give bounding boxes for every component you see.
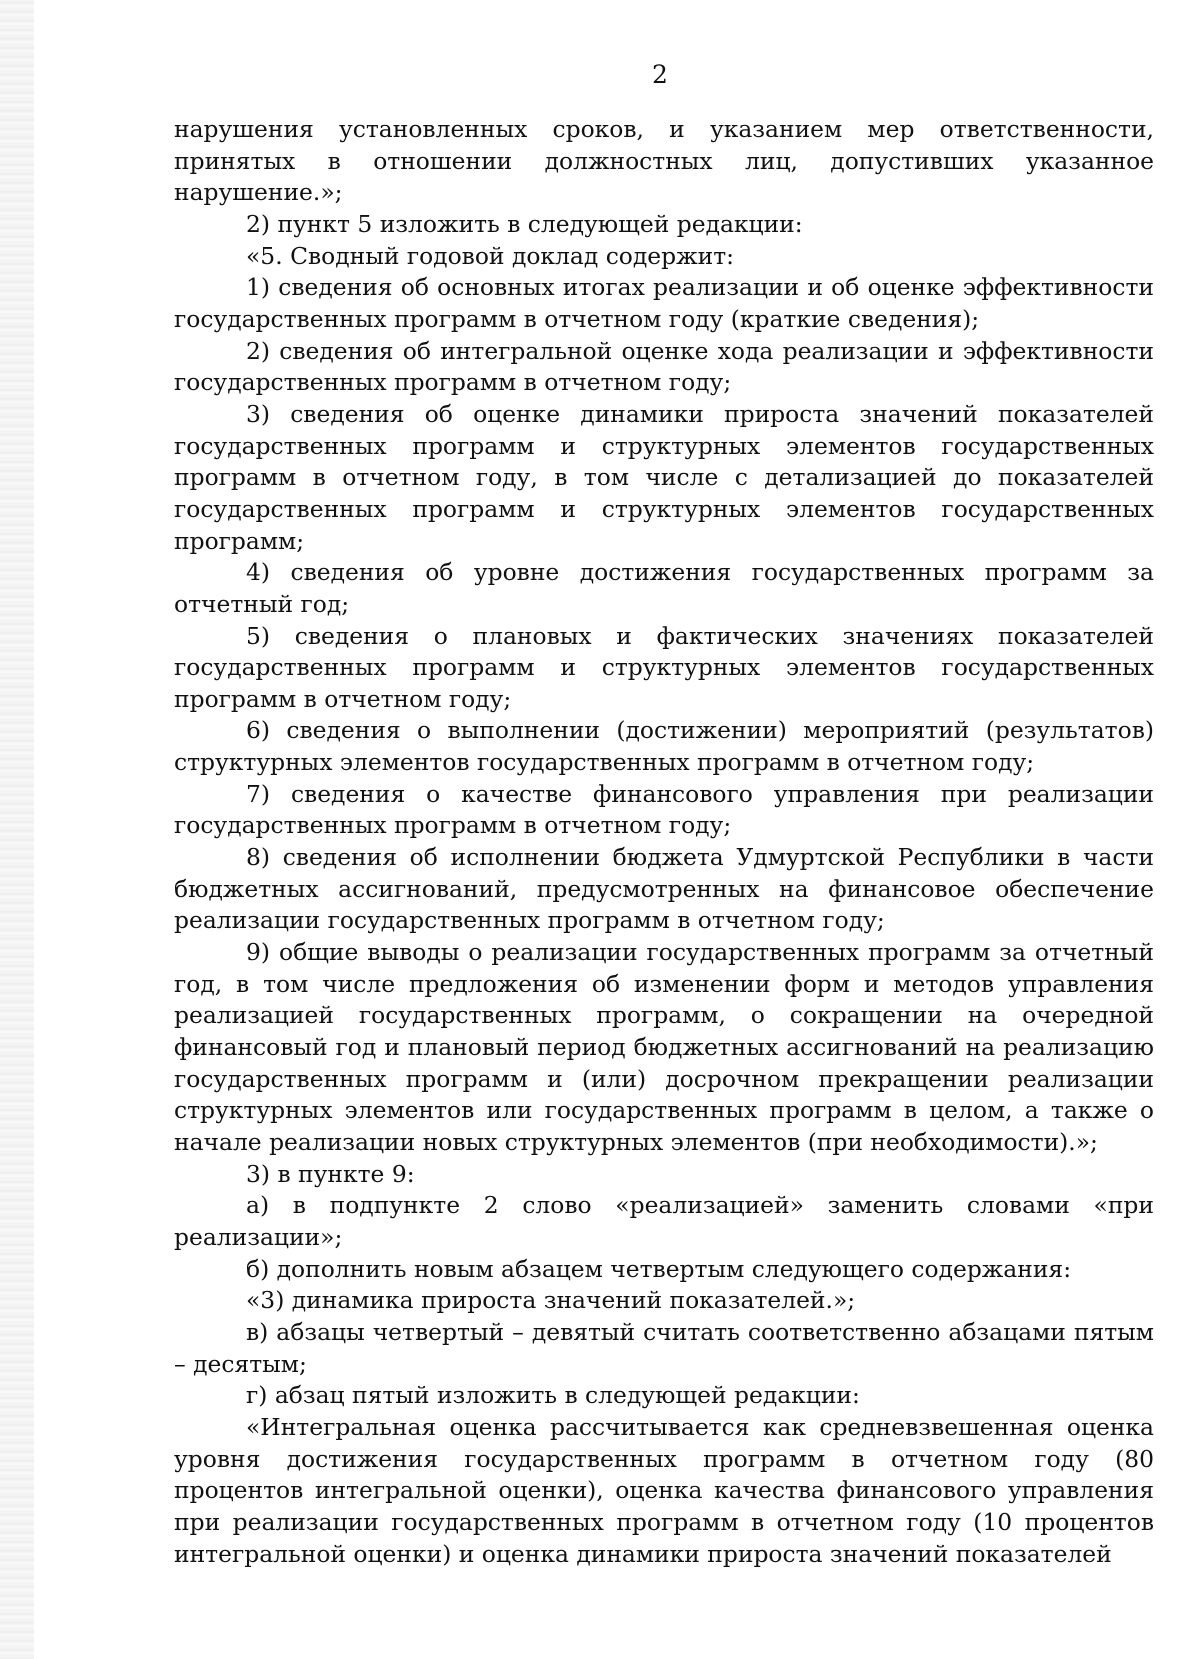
document-body — [174, 114, 1154, 1570]
paragraph-subitem-8: 8) сведения об исполнении бюджета Удмуртской Республики в части бюджетных ассигнований, предусмотренных на финансовое обеспечение реализации государственных программ в отчетном году; — [174, 843, 1154, 935]
paragraph-subitem-5: 5) сведения о плановых и фактических значениях показателей государственных программ и структурных элементов государственных программ в отчетном году; — [174, 621, 1154, 713]
scan-edge-shadow — [0, 0, 34, 1659]
paragraph-letter-g: г) абзац пятый изложить в следующей редакции: — [246, 1381, 860, 1410]
paragraph-item-3: 3) в пункте 9: — [246, 1159, 415, 1188]
paragraph-subitem-4: 4) сведения об уровне достижения государственных программ за отчетный год; — [174, 558, 1154, 618]
paragraph-subitem-7: 7) сведения о качестве финансового управления при реализации государственных программ в отчетном году; — [174, 779, 1154, 840]
paragraph-letter-a: а) в подпункте 2 слово «реализацией» заменить словами «при реализации»; — [174, 1191, 1154, 1251]
paragraph-subitem-3: 3) сведения об оценке динамики прироста значений показателей государственных программ и структурных элементов государственных программ в отчетном году, в том числе с детализацией до показателей государственных программ и структурных элементов государственных программ; — [174, 399, 1154, 555]
paragraph-subitem-6: 6) сведения о выполнении (достижении) мероприятий (результатов) структурных элементов государственных программ в отчетном году; — [174, 716, 1154, 777]
paragraph-subitem-1: 1) сведения об основных итогах реализации и об оценке эффективности государственных программ в отчетном году (краткие сведения); — [174, 273, 1154, 333]
page-number: 2 — [652, 60, 668, 89]
paragraph-subitem-2: 2) сведения об интегральной оценке хода реализации и эффективности государственных программ в отчетном году; — [174, 336, 1154, 397]
paragraph-continuation: нарушения установленных сроков, и указанием мер ответственности, принятых в отношении должностных лиц, допустивших указанное нарушение.»; — [174, 115, 1154, 207]
paragraph-integral-assessment: «Интегральная оценка рассчитывается как средневзвешенная оценка уровня достижения государственных программ в отчетном году (80 процентов интегральной оценки), оценка качества финансового управления при реализации государственных программ в отчетном году (10 процентов интегральной оценки) и оценка динамики прироста значений показателей — [174, 1412, 1154, 1568]
paragraph-subitem-9: 9) общие выводы о реализации государственных программ за отчетный год, в том числе предложения об изменении форм и методов управления реализацией государственных программ, о сокращении на очередной финансовый год и плановый период бюджетных ассигнований на реализацию государственных программ и (или) досрочном прекращении реализации структурных элементов или государственных программ в целом, а также о начале реализации новых структурных элементов (при необходимости).»; — [174, 938, 1154, 1156]
paragraph-clause-5-intro: «5. Сводный годовой доклад содержит: — [246, 241, 735, 270]
paragraph-letter-v: в) абзацы четвертый – девятый считать соответственно абзацами пятым – десятым; — [174, 1317, 1154, 1378]
paragraph-quoted-item: «3) динамика прироста значений показателей.»; — [246, 1286, 856, 1315]
paragraph-letter-b: б) дополнить новым абзацем четвертым следующего содержания: — [246, 1254, 1072, 1283]
paragraph-item-2: 2) пункт 5 изложить в следующей редакции: — [246, 209, 803, 238]
